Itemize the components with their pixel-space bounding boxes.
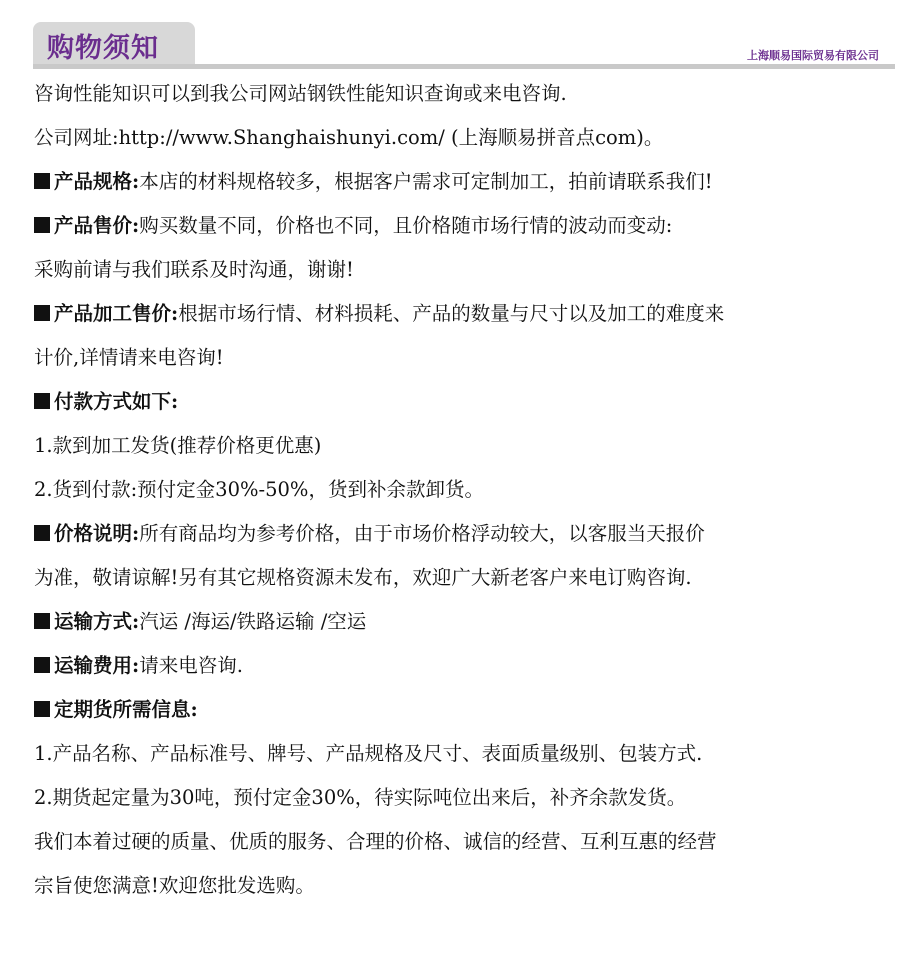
square-bullet-icon — [34, 657, 50, 673]
payment-section — [34, 380, 904, 424]
futures-section — [34, 688, 904, 732]
consult-line: 咨询性能知识可以到我公司网站钢铁性能知识查询或来电咨询. — [34, 82, 567, 105]
square-bullet-icon — [34, 701, 50, 717]
futures-item-2: 2.期货起定量为30吨，预付定金30%，待实际吨位出来后，补齐余款发货。 — [34, 786, 687, 809]
payment-label: 付款方式如下: — [54, 390, 179, 413]
price-note-continuation: 为准，敬请谅解!另有其它规格资源未发布，欢迎广大新老客户来电订购咨询. — [34, 566, 692, 589]
shipping-fee-text: 请来电咨询. — [139, 654, 243, 677]
page-title: 购物须知 — [47, 33, 159, 64]
website-line: 公司网址:http://www.Shanghaishunyi.com/ (上海顺易拼音点com)。 — [34, 126, 664, 149]
square-bullet-icon — [34, 173, 50, 189]
square-bullet-icon — [34, 613, 50, 629]
shipping-section — [34, 600, 904, 644]
shipping-text: 汽运 /海运/铁路运输 /空运 — [139, 610, 367, 633]
payment-option-2: 2.货到付款:预付定金30%-50%，货到补余款卸货。 — [34, 478, 484, 501]
spec-section — [34, 160, 904, 204]
price-section — [34, 204, 904, 248]
header — [33, 22, 895, 70]
price-note-label: 价格说明: — [54, 522, 140, 545]
futures-label: 定期货所需信息: — [54, 698, 198, 721]
shipping-fee-label: 运输费用: — [54, 654, 140, 677]
price-text: 购买数量不同，价格也不同，且价格随市场行情的波动而变动: — [139, 214, 673, 237]
shipping-fee-section — [34, 644, 904, 688]
closing-line-2: 宗旨使您满意!欢迎您批发选购。 — [34, 874, 315, 897]
closing-line-1: 我们本着过硬的质量、优质的服务、合理的价格、诚信的经营、互利互惠的经营 — [34, 830, 717, 853]
processing-section — [34, 292, 904, 336]
processing-continuation: 计价,详情请来电咨询! — [34, 346, 224, 369]
price-note-section — [34, 512, 904, 556]
square-bullet-icon — [34, 217, 50, 233]
company-name: 上海顺易国际贸易有限公司 — [747, 49, 879, 62]
square-bullet-icon — [34, 305, 50, 321]
shipping-label: 运输方式: — [54, 610, 140, 633]
square-bullet-icon — [34, 393, 50, 409]
price-continuation: 采购前请与我们联系及时沟通，谢谢! — [34, 258, 354, 281]
notice-content — [34, 72, 904, 908]
futures-item-1: 1.产品名称、产品标准号、牌号、产品规格及尺寸、表面质量级别、包装方式. — [34, 742, 703, 765]
header-divider — [33, 64, 895, 69]
processing-text: 根据市场行情、材料损耗、产品的数量与尺寸以及加工的难度来 — [178, 302, 725, 325]
price-note-text: 所有商品均为参考价格，由于市场价格浮动较大，以客服当天报价 — [139, 522, 705, 545]
spec-label: 产品规格: — [54, 170, 140, 193]
price-label: 产品售价: — [54, 214, 140, 237]
spec-text: 本店的材料规格较多，根据客户需求可定制加工，拍前请联系我们! — [139, 170, 713, 193]
title-tab — [33, 22, 195, 64]
payment-option-1: 1.款到加工发货(推荐价格更优惠) — [34, 434, 322, 457]
square-bullet-icon — [34, 525, 50, 541]
processing-label: 产品加工售价: — [54, 302, 179, 325]
